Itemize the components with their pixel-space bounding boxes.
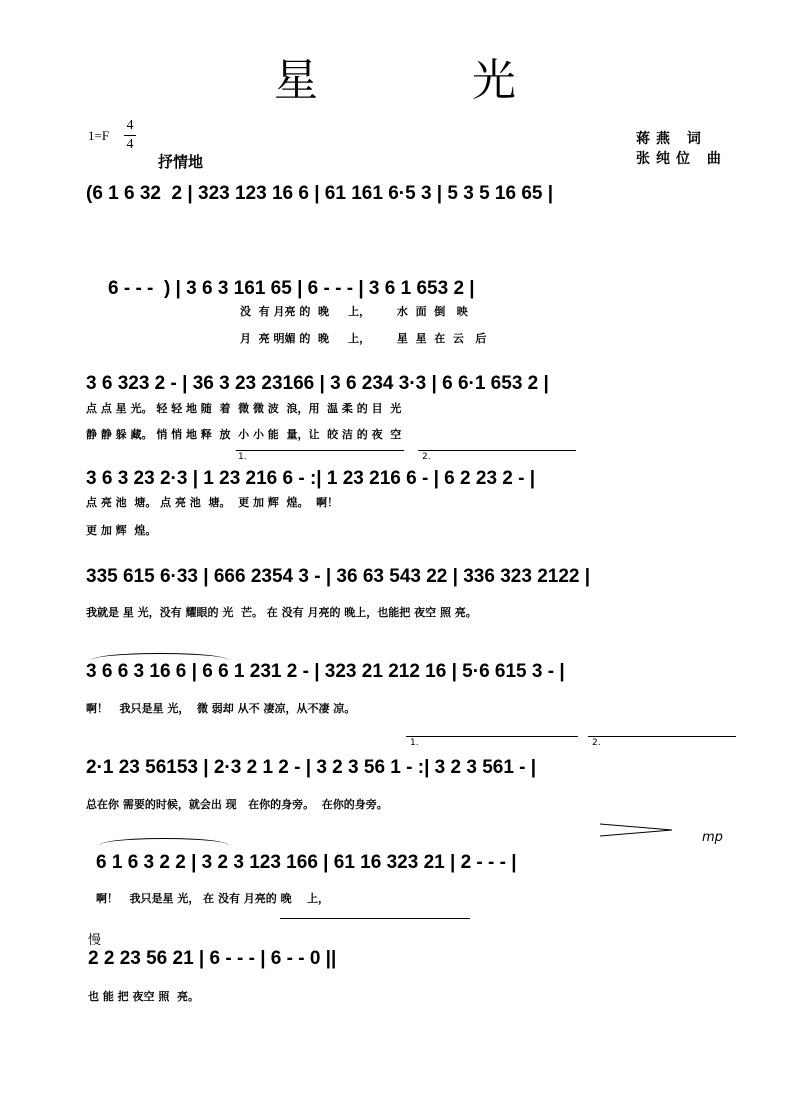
volta-bracket-first-row-7 xyxy=(406,736,578,737)
dynamic-marking: mp xyxy=(702,830,723,845)
lyrics-row-5: 我就是 星 光，没有 耀眼的 光 芒。 在 没有 月亮的 晚上，也能把 夜空 照 亮。 xyxy=(86,606,477,619)
phrase-slur-row-6 xyxy=(92,653,228,660)
decrescendo-hairpin xyxy=(600,822,674,838)
song-title: 星 光 xyxy=(274,55,586,106)
volta-bracket-second-row-7 xyxy=(588,736,736,737)
score-row-3: 3 6 323 2 - | 36 3 23 23166 | 3 6 234 3·3 | 6 6·1 653 2 | xyxy=(86,373,549,394)
volta-bracket-second xyxy=(418,450,576,451)
score-row-7: 2·1 23 56153 | 2·3 2 1 2 - | 3 2 3 56 1 - :| 3 2 3 561 - | xyxy=(86,757,537,778)
score-row-9: 2 2 23 56 21 | 6 - - - | 6 - - 0 || xyxy=(88,948,337,969)
score-row-6: 3 6 6 3 16 6 | 6 6 1 231 2 - | 323 21 212 16 | 5·6 615 3 - | xyxy=(86,661,565,682)
key-signature: 1=F xyxy=(88,128,110,143)
lyrics-row-7: 总在你 需要的时候，就会出 现 在你的身旁。 在你的身旁。 xyxy=(86,798,388,811)
volta-bracket-first xyxy=(236,450,404,451)
lyrics-row-9: 也 能 把 夜空 照 亮。 xyxy=(88,990,199,1003)
lyrics-row-3-verse-2: 静 静 躲 藏。 悄 悄 地 释 放 小 小 能 量，让 皎 洁 的 夜 空 xyxy=(86,428,402,441)
volta-second-row-7: 2. xyxy=(592,738,601,748)
lyrics-row-4-verse-1: 点 亮 池 塘。 点 亮 池 塘。 更 加 辉 煌。 啊！ xyxy=(86,496,339,509)
score-row-4: 3 6 3 23 2·3 | 1 23 216 6 - :| 1 23 216 6 - | 6 2 23 2 - | xyxy=(86,468,536,489)
volta-first-row-7: 1. xyxy=(410,738,419,748)
tempo-change-slow: 慢 xyxy=(88,933,102,948)
score-row-2: 6 - - - ) | 3 6 3 161 65 | 6 - - - | 3 6 1 653 2 | xyxy=(108,278,475,299)
score-row-1: (6 1 6 32 2 | 323 123 16 6 | 61 161 6·5 3 | 5 3 5 16 65 | xyxy=(86,183,554,204)
volta-first-row-4: 1. xyxy=(238,452,247,462)
score-row-5: 335 615 6·33 | 666 2354 3 - | 36 63 543 22 | 336 323 2122 | xyxy=(86,566,591,587)
time-signature-line xyxy=(124,135,136,136)
long-tie-row-9 xyxy=(280,918,470,919)
lyrics-row-6: 啊！ 我只是星 光， 微 弱却 从不 凄凉，从不凄 凉。 xyxy=(86,702,356,715)
lyrics-row-3-verse-1: 点 点 星 光。 轻 轻 地 随 着 微 微 波 浪，用 温 柔 的 目 光 xyxy=(86,402,402,415)
lyrics-row-4-verse-2: 更 加 辉 煌。 xyxy=(86,524,157,537)
decrescendo-icon xyxy=(600,822,674,838)
lyrics-row-8: 啊！ 我只是星 光， 在 没有 月亮的 晚 上， xyxy=(96,892,329,905)
score-row-8: 6 1 6 3 2 2 | 3 2 3 123 166 | 61 16 323 21 | 2 - - - | xyxy=(96,852,517,873)
time-signature xyxy=(124,118,136,153)
volta-second-row-4: 2. xyxy=(422,452,431,462)
time-signature-bottom: 4 xyxy=(126,137,134,152)
composer-credit: 张纯位 曲 xyxy=(636,151,727,167)
phrase-slur-row-8 xyxy=(100,838,228,845)
lyrics-row-2-verse-2: 月 亮 明媚 的 晚 上， 星 星 在 云 后 xyxy=(240,332,487,345)
lyrics-row-2-verse-1: 没 有 月亮 的 晚 上， 水 面 倒 映 xyxy=(240,305,468,318)
lyricist-credit: 蒋燕 词 xyxy=(636,131,707,147)
time-signature-top: 4 xyxy=(126,118,134,133)
tempo-marking: 抒情地 xyxy=(158,153,204,171)
